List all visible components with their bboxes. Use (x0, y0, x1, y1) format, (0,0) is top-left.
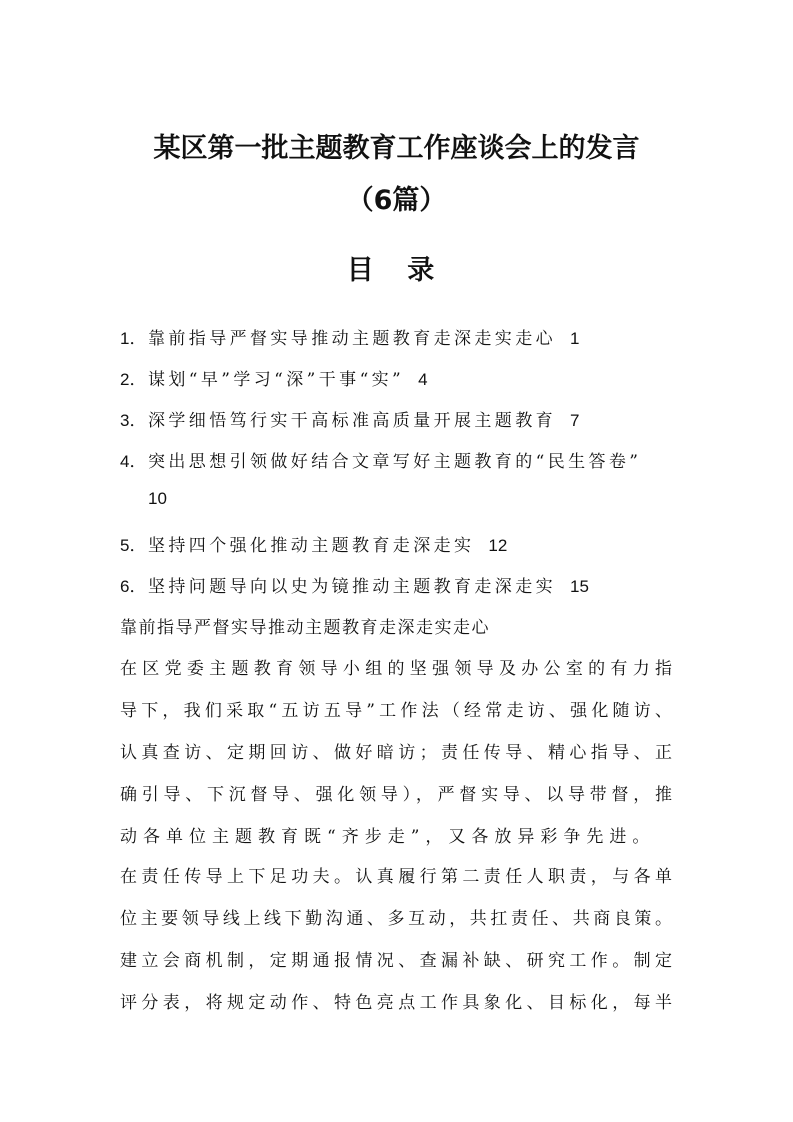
paragraph-line: 位主要领导线上线下勤沟通、多互动，共扛责任、共商良策。 (120, 909, 672, 929)
toc-text: 深学细悟笃行实干高标准高质量开展主题教育 (148, 411, 556, 431)
paragraph-line: 认真查访、定期回访、做好暗访；责任传导、精心指导、正 (120, 743, 672, 763)
toc-page: 1 (570, 329, 580, 348)
toc-page: 4 (418, 370, 428, 389)
toc-text: 坚持问题导向以史为镜推动主题教育走深走实 (148, 577, 556, 597)
toc-item[interactable] (120, 324, 579, 349)
document-title: 某区第一批主题教育工作座谈会上的发言 (153, 133, 640, 164)
toc-text: 谋划“早”学习“深”干事“实” (148, 370, 405, 390)
toc-item[interactable] (120, 406, 579, 431)
toc-number: 1． (120, 329, 147, 348)
toc-item[interactable] (120, 365, 428, 390)
paragraph-line: 动各单位主题教育既“齐步走”，又各放异彩争先进。 (120, 827, 656, 847)
paragraph-line: 确引导、下沉督导、强化领导），严督实导、以导带督，推 (120, 785, 672, 805)
toc-number: 6． (120, 577, 147, 596)
toc-number: 2． (120, 370, 147, 389)
paragraph-line: 导下，我们采取“五访五导”工作法（经常走访、强化随访、 (120, 701, 672, 721)
toc-text: 坚持四个强化推动主题教育走深走实 (148, 536, 475, 556)
document-subtitle: （6篇） (346, 185, 447, 216)
toc-number: 5． (120, 536, 147, 555)
toc-item[interactable] (120, 531, 507, 556)
toc-number: 3． (120, 411, 147, 430)
toc-page: 10 (148, 489, 167, 508)
article-heading: 靠前指导严督实导推动主题教育走深走实走心 (120, 618, 490, 638)
toc-page: 12 (488, 536, 508, 555)
toc-item[interactable] (120, 447, 641, 472)
toc-page: 7 (570, 411, 580, 430)
toc-page: 15 (570, 577, 589, 596)
toc-item[interactable] (120, 572, 589, 597)
toc-text: 突出思想引领做好结合文章写好主题教育的“民生答卷” (148, 452, 642, 472)
paragraph-line: 在区党委主题教育领导小组的坚强领导及办公室的有力指 (120, 659, 672, 679)
paragraph-line: 在责任传导上下足功夫。认真履行第二责任人职责，与各单 (120, 867, 672, 887)
toc-number: 4． (120, 452, 147, 471)
toc-heading: 目 录 (346, 255, 447, 286)
paragraph-line: 评分表，将规定动作、特色亮点工作具象化、目标化，每半 (120, 993, 672, 1013)
toc-text: 靠前指导严督实导推动主题教育走深走实走心 (148, 329, 556, 349)
paragraph-line: 建立会商机制，定期通报情况、查漏补缺、研究工作。制定 (120, 951, 672, 971)
